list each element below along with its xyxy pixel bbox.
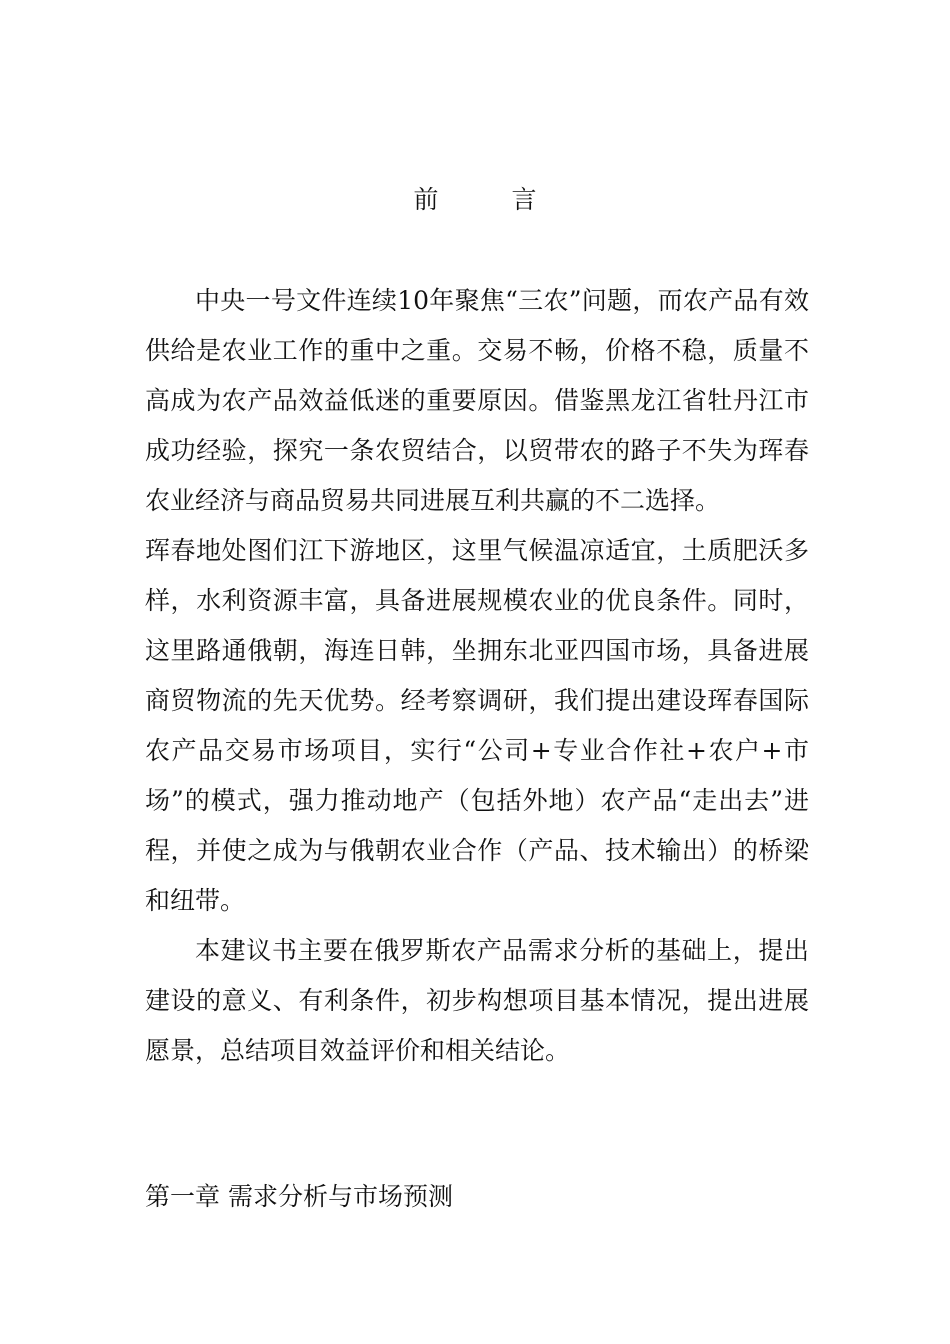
paragraph-intro: 中央一号文件连续10年聚焦“三农”问题，而农产品有效供给是农业工作的重中之重。交易不畅，价格不稳，质量不高成为农产品效益低迷的重要原因。借鉴黑龙江省牡丹江市成功经验，探究一条农贸结合，以贸带农的路子不失为珲春农业经济与商品贸易共同进展互利共赢的不二选择。: [145, 286, 809, 515]
preface-heading: 前 言: [413, 185, 561, 214]
paragraph-proposal-summary: 本建议书主要在俄罗斯农产品需求分析的基础上，提出建设的意义、有利条件，初步构想项目基本情况，提出进展愿景，总结项目效益评价和相关结论。: [145, 936, 809, 1065]
paragraph-hunchun-conditions: 珲春地处图们江下游地区，这里气候温凉适宜，土质肥沃多样，水利资源丰富，具备进展规模农业的优良条件。同时，这里路通俄朝，海连日韩，坐拥东北亚四国市场，具备进展商贸物流的先天优势。经考察调研，我们提出建设珲春国际农产品交易市场项目，实行“公司+专业合作社+农户+市场”的模式，强力推动地产（包括外地）农产品“走出去”进程，并使之成为与俄朝农业合作（产品、技术输出）的桥梁和纽带。: [145, 536, 809, 915]
chapter-title: 第一章 需求分析与市场预测: [145, 1182, 453, 1211]
preface-body: [145, 276, 809, 1076]
